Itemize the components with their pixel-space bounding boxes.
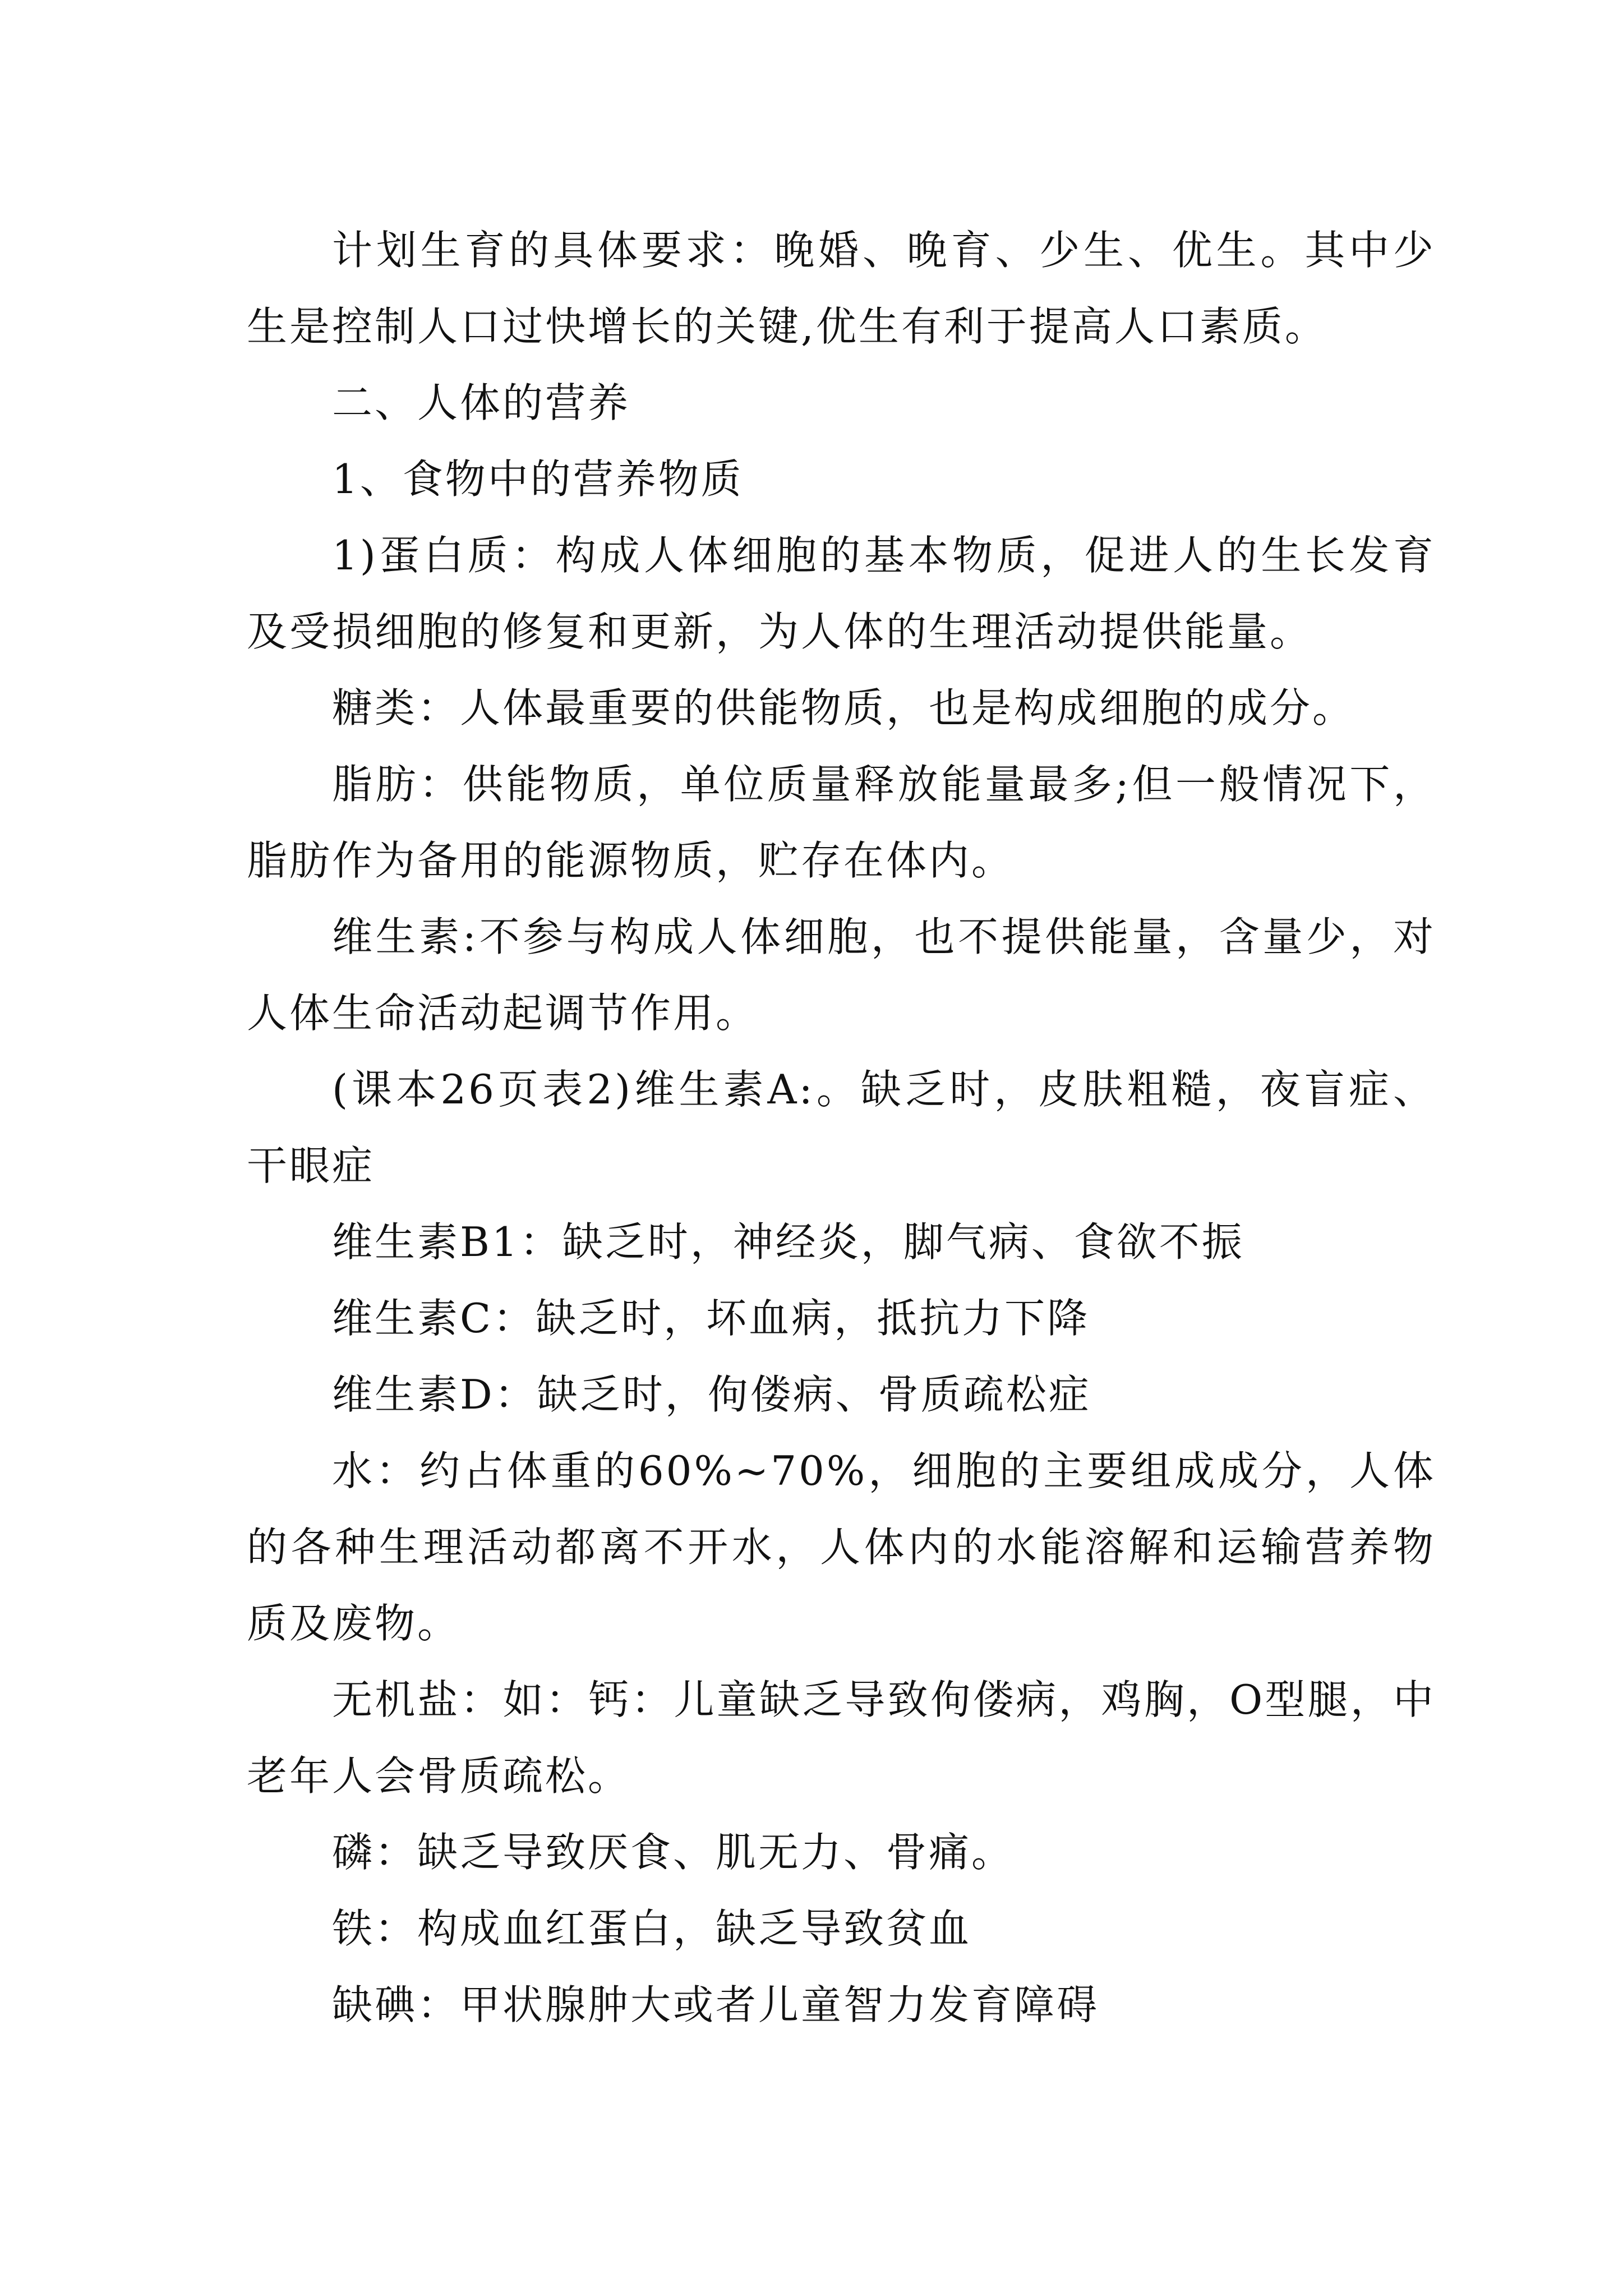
paragraph-vitamins: 维生素:不参与构成人体细胞，也不提供能量，含量少，对人体生命活动起调节作用。 (247, 913, 1436, 1037)
paragraph-water: 水：约占体重的60%~70%，细胞的主要组成成分，人体的各种生理活动都离不开水，人体内的水能溶解和运输营养物质及废物。 (247, 1447, 1436, 1647)
paragraph-minerals-calcium: 无机盐：如：钙：儿童缺乏导致佝偻病，鸡胸，O型腿，中老年人会骨质疏松。 (247, 1676, 1436, 1800)
paragraph-vitamin-b1: 维生素B1：缺乏时，神经炎，脚气病、食欲不振 (332, 1218, 1244, 1266)
paragraph-iron: 铁：构成血红蛋白，缺乏导致贫血 (332, 1905, 972, 1952)
paragraph-phosphorus: 磷：缺乏导致厌食、肌无力、骨痛。 (332, 1829, 1015, 1876)
paragraph-vitamin-d: 维生素D：缺乏时，佝偻病、骨质疏松症 (332, 1371, 1091, 1418)
paragraph-family-planning: 计划生育的具体要求：晚婚、晚育、少生、优生。其中少生是控制人口过快增长的关键,优生有利于提高人口素质。 (247, 227, 1436, 350)
paragraph-vitamin-a: (课本26页表2)维生素A:。缺乏时，皮肤粗糙，夜盲症、干眼症 (247, 1066, 1436, 1189)
paragraph-carbohydrates: 糖类：人体最重要的供能物质，也是构成细胞的成分。 (332, 684, 1355, 731)
paragraph-vitamin-c: 维生素C：缺乏时，坏血病，抵抗力下降 (332, 1295, 1090, 1342)
paragraph-iodine: 缺碘：甲状腺肿大或者儿童智力发育障碍 (332, 1981, 1100, 2028)
paragraph-fat: 脂肪：供能物质，单位质量释放能量最多;但一般情况下，脂肪作为备用的能源物质，贮存在体内。 (247, 761, 1436, 884)
heading-nutrients-in-food: 1、食物中的营养物质 (332, 455, 744, 503)
heading-human-nutrition: 二、人体的营养 (332, 379, 631, 426)
paragraph-protein: 1)蛋白质：构成人体细胞的基本物质，促进人的生长发育及受损细胞的修复和更新，为人体的生理活动提供能量。 (247, 532, 1436, 655)
document-body (247, 212, 1436, 2043)
